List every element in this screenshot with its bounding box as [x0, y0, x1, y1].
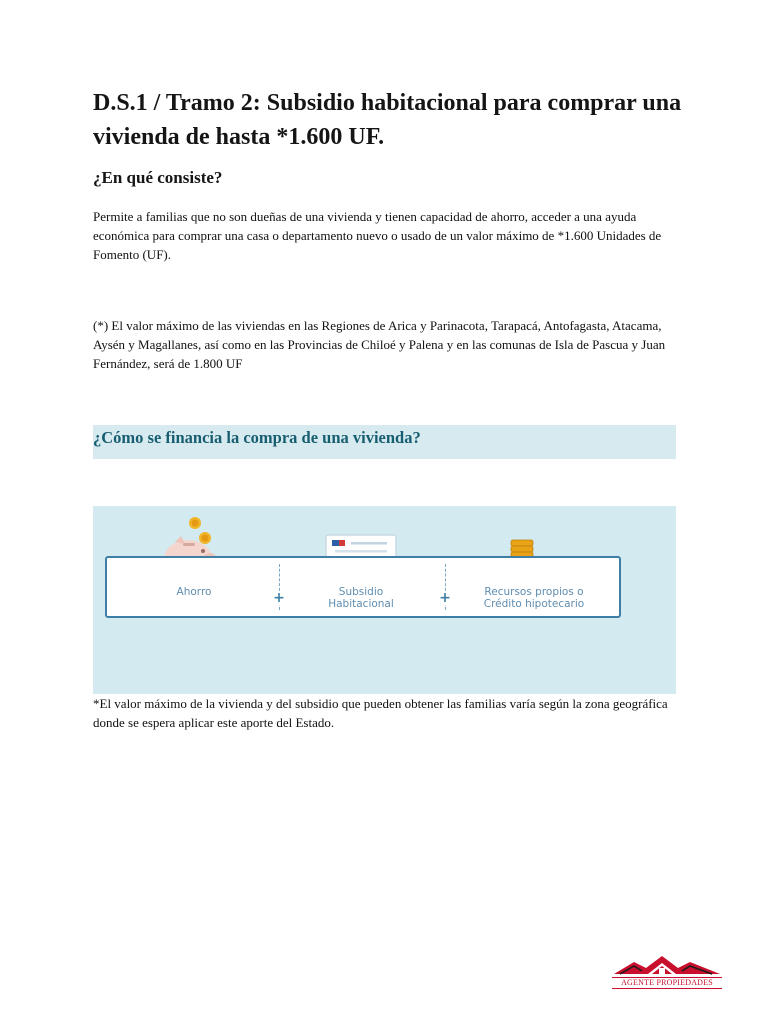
plus-icon: +	[439, 590, 451, 606]
flow-label-ahorro: Ahorro	[176, 586, 212, 598]
financing-heading-band	[93, 425, 676, 459]
footnote: *El valor máximo de la vivienda y del subsidio que pueden obtener las familias varía según la zona geográfica donde se espera aplicar este aporte del Estado.	[93, 696, 668, 730]
financing-infographic	[93, 506, 676, 694]
description-paragraph: Permite a familias que no son dueñas de una vivienda y tienen capacidad de ahorro, acceder a una ayuda económica para comprar una casa o departamento nuevo o usado de un valor máximo de *1.600 Unidades de Fomento (UF).	[93, 209, 662, 262]
regional-note-paragraph: (*) El valor máximo de las viviendas en las Regiones de Arica y Parinacota, Tarapacá, Antofagasta, Atacama, Aysén y Magallanes, así como en las Provincias de Chiloé y Palena y en las comunas de Isla de Pascua y Juan Fernández, será de 1.800 UF	[93, 318, 666, 371]
logo-text: AGENTE PROPIEDADES	[612, 977, 722, 989]
section-subtitle: ¿En qué consiste?	[93, 168, 223, 187]
plus-icon: +	[273, 590, 285, 606]
page-title: D.S.1 / Tramo 2: Subsidio habitacional para comprar una vivienda de hasta *1.600 UF.	[93, 90, 682, 150]
financing-flow-box	[105, 556, 621, 618]
financing-heading: ¿Cómo se financia la compra de una vivienda?	[93, 428, 421, 447]
flow-label-recursos: Recursos propios o Crédito hipotecario	[483, 586, 585, 610]
flow-label-subsidio: Subsidio Habitacional	[328, 586, 394, 610]
